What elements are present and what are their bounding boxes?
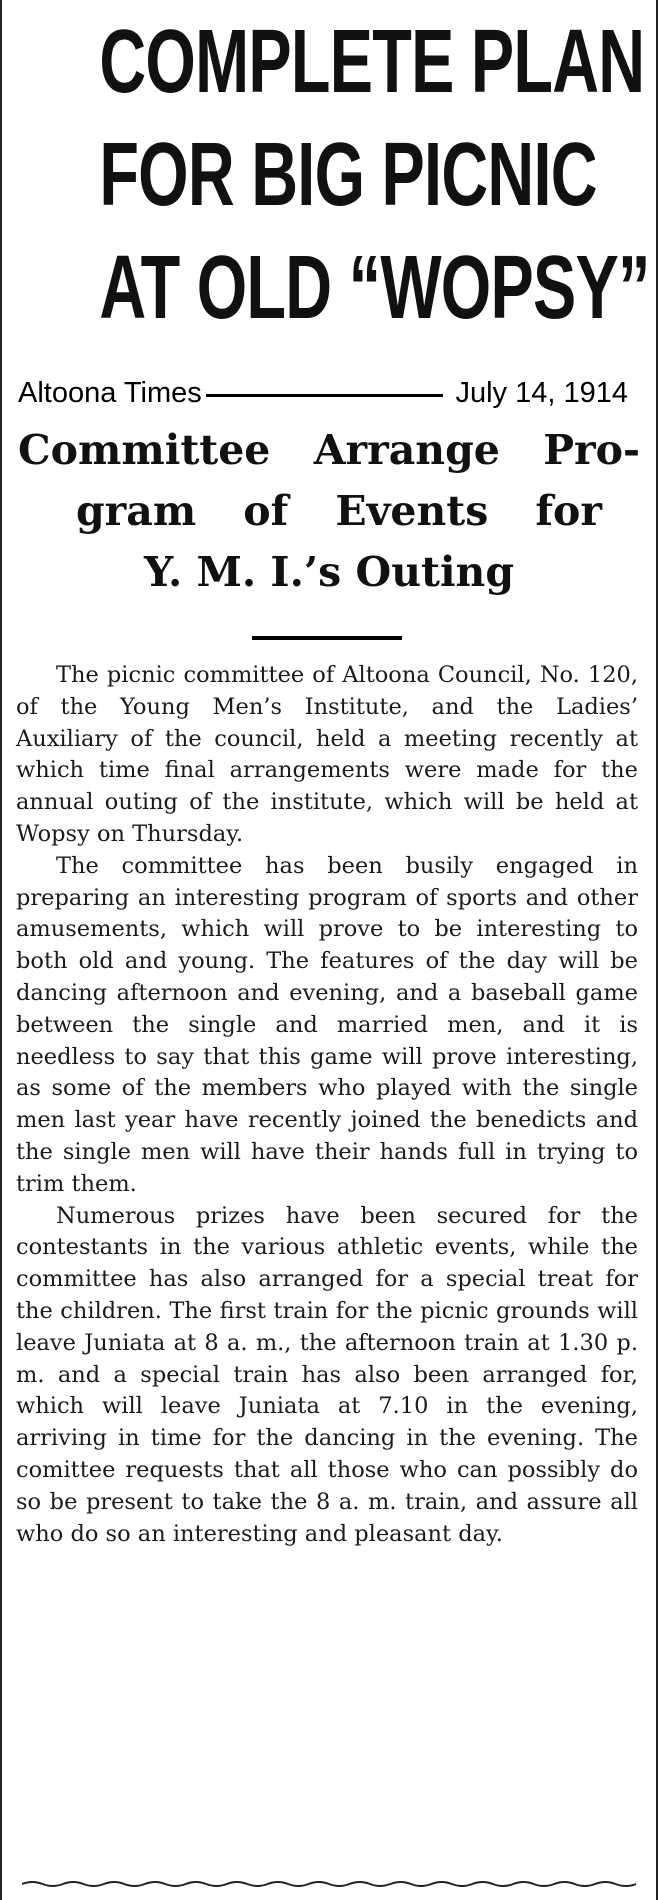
headline-line-2: FOR BIG PICNIC (99, 125, 597, 225)
section-divider (252, 636, 402, 640)
subhead-word: Arrange (313, 426, 500, 474)
publication-name: Altoona Times (18, 376, 202, 409)
subheadline (18, 420, 640, 603)
subhead-word: Committee (18, 426, 271, 474)
bottom-wavy-rule (22, 1880, 636, 1888)
headline-line-1: COMPLETE PLAN (99, 12, 645, 112)
headline (99, 6, 650, 345)
subhead-word: Pro- (543, 426, 640, 474)
subhead-word: gram (76, 487, 197, 535)
subhead-word: of (243, 487, 289, 535)
subhead-line-2 (18, 481, 640, 542)
subhead-line-1 (18, 420, 640, 481)
publication-date: July 14, 1914 (455, 376, 628, 409)
subhead-word: Events (335, 487, 489, 535)
subhead-word: for (535, 487, 602, 535)
headline-line-3: AT OLD “WOPSY” (99, 238, 650, 338)
article-body (16, 660, 638, 1550)
source-dash-rule (206, 394, 444, 397)
article-paragraph-1: The picnic committee of Altoona Council, No. 120, of the Young Men’s Institute, and the Ladies’ Auxiliary of the council, held a meeting recently at which time final arrangements were made for the annual outing of the institute, which will be held at Wopsy on Thursday. (16, 662, 638, 847)
subhead-line-3 (18, 542, 640, 603)
subhead-line-3-text: Y. M. I.’s Outing (143, 548, 515, 596)
article-paragraph-2: The committee has been busily engaged in preparing an interesting program of sports and other amusements, which will prove to be interesting to both old and young. The features of the day will be dancing afternoon and evening, and a baseball game between the single and married men, and it is needless to say that this game will prove interesting, as some of the members who played with the single men last year have recently joined the benedicts and the single men will have their hands full in trying to trim them. (16, 852, 638, 1197)
source-line (18, 375, 628, 411)
article-paragraph-3: Numerous prizes have been secured for the contestants in the various athletic events, while the committee has also arranged for a special treat for the children. The first train for the picnic grounds will leave Juniata at 8 a. m., the afternoon train at 1.30 p. m. and a special train has also been arranged for, which will leave Juniata at 7.10 in the evening, arriving in time for the dancing in the evening. The comittee requests that all those who can possibly do so be present to take the 8 a. m. train, and assure all who do so an interesting and pleasant day. (16, 1202, 638, 1547)
